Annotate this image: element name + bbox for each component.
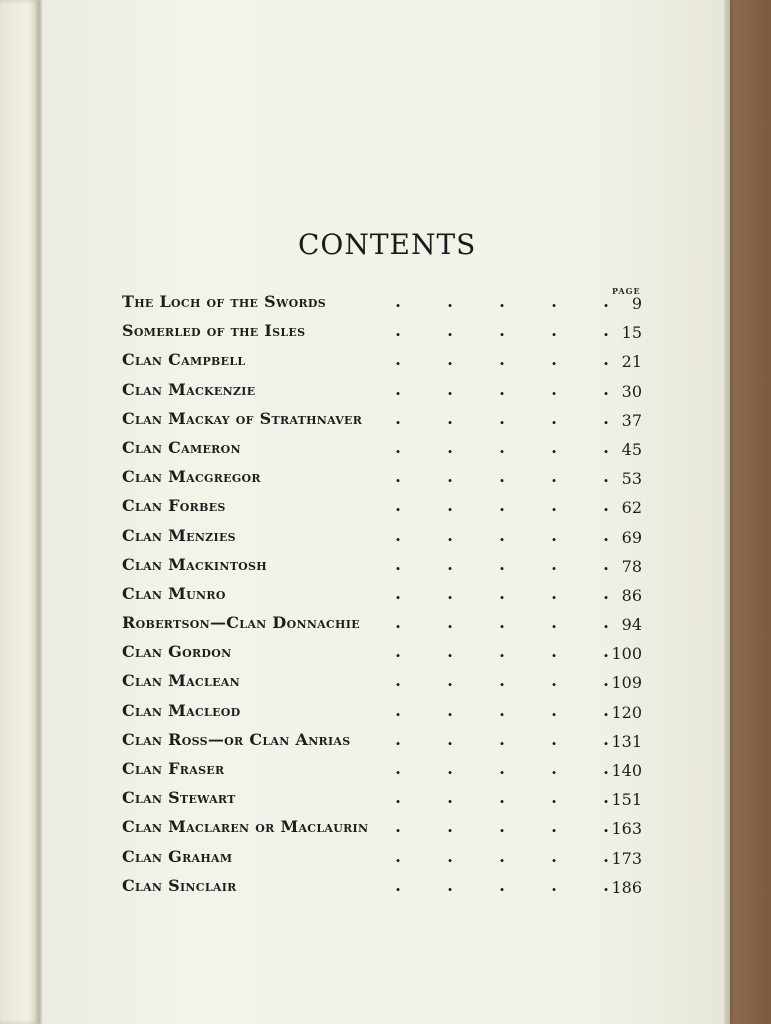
toc-leader-dots: . . . . .	[395, 496, 609, 516]
toc-entry-page: 9	[631, 294, 642, 313]
toc-entry-page: 151	[611, 790, 642, 810]
toc-entry	[122, 555, 652, 584]
toc-leader-dots: . . . . .	[395, 437, 609, 457]
page-column-label: PAGE	[612, 286, 641, 296]
toc-leader-dots: . . . . .	[395, 729, 609, 749]
toc-entry-page: 37	[621, 410, 642, 430]
toc-entry	[122, 496, 652, 525]
toc-entry-title: Clan Munro	[122, 583, 226, 603]
toc-entry-page: 45	[621, 439, 642, 459]
toc-leader-dots: . . . . .	[395, 321, 609, 341]
toc-entry	[122, 817, 652, 846]
toc-leader-dots: . . . . .	[395, 467, 609, 487]
table-of-contents	[122, 292, 652, 905]
toc-entry	[122, 847, 652, 876]
toc-entry-title: Clan Forbes	[122, 496, 226, 516]
toc-leader-dots: . . . . .	[395, 554, 609, 574]
toc-entry-page: 62	[621, 498, 642, 518]
toc-entry-page: 53	[621, 469, 642, 489]
toc-leader-dots: . . . . .	[395, 613, 609, 633]
page-edge	[724, 0, 730, 1024]
toc-leader-dots: . . . . .	[395, 525, 609, 545]
toc-entry-page: 163	[611, 819, 642, 839]
toc-leader-dots: . . . . .	[395, 788, 609, 808]
toc-entry	[122, 788, 652, 817]
toc-entry-title: Clan Graham	[122, 846, 233, 866]
toc-entry-title: Clan Ross—or Clan Anrias	[122, 729, 351, 749]
toc-entry	[122, 759, 652, 788]
toc-entry-page: 109	[611, 673, 642, 693]
toc-leader-dots: . . . . .	[395, 671, 609, 691]
toc-entry	[122, 526, 652, 555]
toc-entry-title: Clan Fraser	[122, 759, 225, 778]
toc-entry	[122, 876, 652, 905]
toc-entry-page: 21	[621, 352, 642, 372]
toc-entry-page: 120	[611, 702, 642, 722]
toc-entry-page: 173	[611, 848, 642, 868]
toc-entry-title: Clan Macgregor	[122, 467, 261, 487]
toc-leader-dots: . . . . .	[395, 408, 609, 428]
toc-entry	[122, 350, 652, 379]
toc-entry-title: Clan Menzies	[122, 525, 236, 545]
toc-entry-title: Clan Maclaren or Maclaurin	[122, 817, 369, 837]
toc-entry	[122, 409, 652, 438]
toc-entry-title: Clan Sinclair	[122, 875, 237, 895]
toc-entry-title: Clan Gordon	[122, 642, 232, 662]
toc-leader-dots: . . . . .	[395, 700, 609, 720]
toc-entry	[122, 438, 652, 467]
toc-entry	[122, 321, 652, 350]
toc-entry-page: 69	[621, 527, 642, 547]
toc-leader-dots: . . . . .	[395, 379, 609, 399]
toc-entry	[122, 584, 652, 613]
toc-entry	[122, 467, 652, 496]
toc-entry-page: 186	[611, 877, 642, 897]
toc-entry	[122, 380, 652, 409]
toc-entry-title: Clan Mackenzie	[122, 379, 256, 399]
toc-entry-title: Clan Cameron	[122, 437, 241, 457]
toc-entry-title: Clan Mackay of Strathnaver	[122, 408, 363, 428]
page-title: CONTENTS	[298, 228, 477, 261]
toc-entry-page: 15	[621, 323, 642, 343]
toc-entry-page: 131	[611, 731, 642, 751]
toc-entry-title: Robertson—Clan Donnachie	[122, 613, 360, 633]
toc-entry-page: 94	[621, 615, 642, 635]
toc-entry-page: 140	[611, 761, 642, 780]
toc-entry	[122, 642, 652, 671]
toc-entry-title: Clan Macleod	[122, 700, 241, 720]
toc-entry-page: 30	[621, 381, 642, 401]
toc-entry-title: Somerled of the Isles	[122, 321, 306, 341]
toc-entry	[122, 730, 652, 759]
toc-entry-title: The Loch of the Swords	[122, 292, 327, 311]
toc-entry-page: 86	[621, 585, 642, 605]
toc-entry-page: 100	[611, 644, 642, 664]
toc-entry	[122, 701, 652, 730]
toc-entry	[122, 613, 652, 642]
toc-entry-title: Clan Mackintosh	[122, 554, 267, 574]
toc-leader-dots: . . . . .	[395, 292, 609, 311]
toc-entry-title: Clan Campbell	[122, 350, 246, 370]
facing-page	[0, 0, 40, 1024]
toc-leader-dots: . . . . .	[395, 350, 609, 370]
toc-leader-dots: . . . . .	[395, 583, 609, 603]
toc-leader-dots: . . . . .	[395, 642, 609, 662]
toc-entry	[122, 292, 652, 321]
toc-leader-dots: . . . . .	[395, 875, 609, 895]
toc-leader-dots: . . . . .	[395, 759, 609, 778]
toc-entry-title: Clan Stewart	[122, 788, 236, 808]
toc-entry	[122, 671, 652, 700]
toc-leader-dots: . . . . .	[395, 846, 609, 866]
toc-leader-dots: . . . . .	[395, 817, 609, 837]
toc-entry-title: Clan Maclean	[122, 671, 240, 691]
toc-entry-page: 78	[621, 556, 642, 576]
